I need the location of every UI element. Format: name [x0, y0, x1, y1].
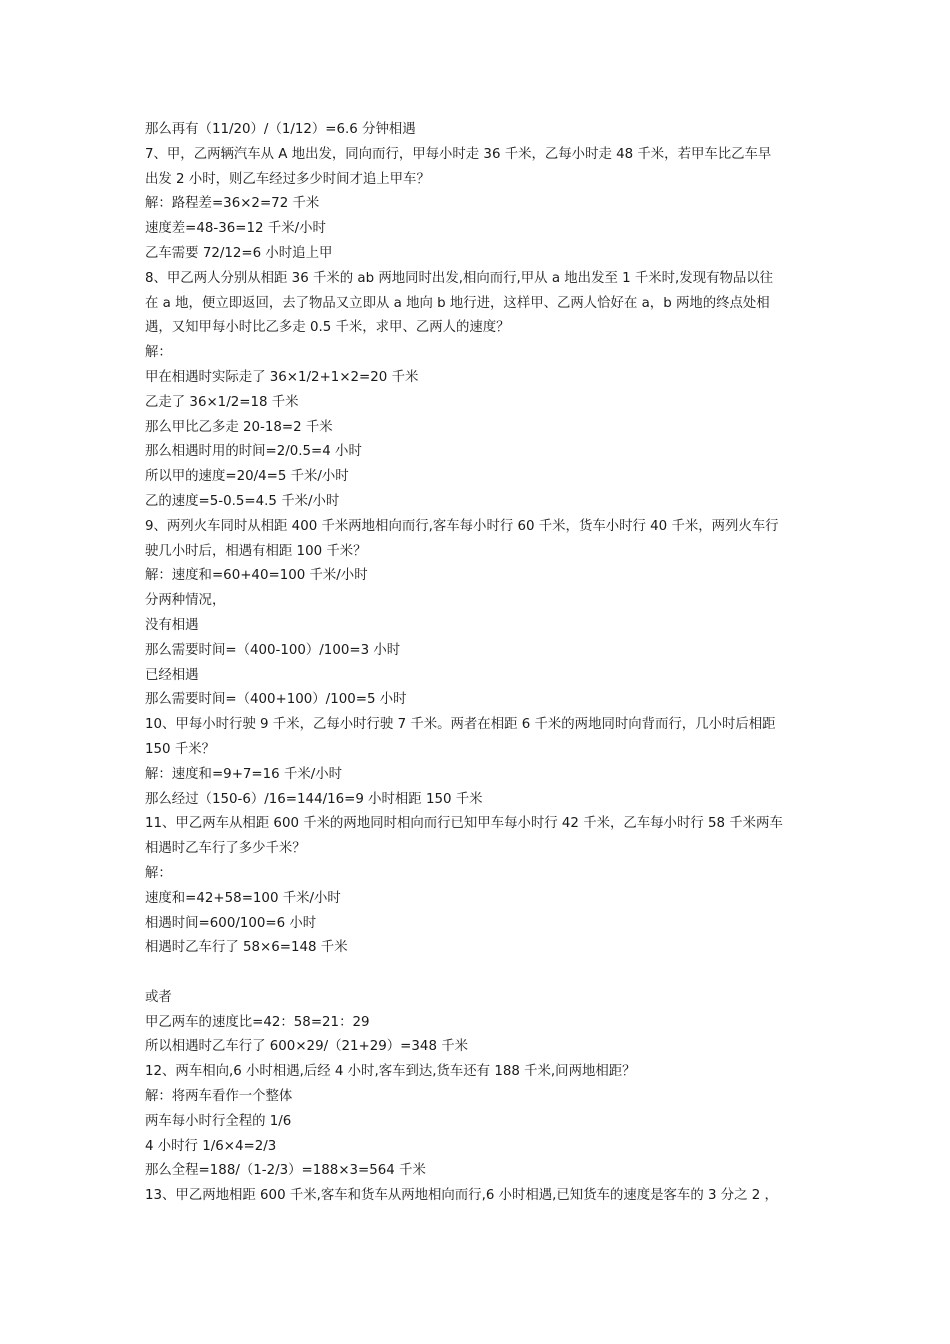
text-line: 甲在相遇时实际走了 36×1/2+1×2=20 千米: [145, 369, 419, 385]
problem-11-line-1: 11、甲乙两车从相距 600 千米的两地同时相向而行已知甲车每小时行 42 千米，乙车每小时行 58 千米两车: [145, 816, 783, 832]
problem-8-line-3: 遇，又知甲每小时比乙多走 0.5 千米，求甲、乙两人的速度？: [145, 320, 510, 336]
problem-8-line-1: 8、甲乙两人分别从相距 36 千米的 ab 两地同时出发,相向而行,甲从 a 地出发至 1 千米时,发现有物品以往: [145, 270, 774, 286]
text-line: 那么相遇时用的时间=2/0.5=4 小时: [145, 444, 362, 460]
text-line: 解：路程差=36×2=72 千米: [145, 196, 320, 212]
problem-11-line-2: 相遇时乙车行了多少千米？: [145, 841, 306, 857]
problem-7-line-1: 7、甲，乙两辆汽车从 A 地出发，同向而行，甲每小时走 36 千米，乙每小时走 48 千米，若甲车比乙车早: [145, 146, 772, 162]
problem-9-line-2: 驶几小时后，相遇有相距 100 千米？: [145, 543, 367, 559]
text-line: 两车每小时行全程的 1/6: [145, 1113, 292, 1129]
text-line: 解：将两车看作一个整体: [145, 1089, 293, 1105]
text-line: 那么需要时间=（400-100）/100=3 小时: [145, 642, 401, 658]
text-line: 速度差=48-36=12 千米/小时: [145, 221, 326, 237]
text-line: 解：: [145, 345, 172, 361]
text-line: 没有相遇: [145, 617, 199, 633]
text-line: 4 小时行 1/6×4=2/3: [145, 1138, 277, 1154]
text-line: 乙走了 36×1/2=18 千米: [145, 394, 299, 410]
blank-line: [145, 961, 810, 986]
text-line: 解：速度和=60+40=100 千米/小时: [145, 568, 368, 584]
text-line: 解：: [145, 865, 172, 881]
problem-10-line-2: 150 千米？: [145, 741, 215, 757]
problem-7-line-2: 出发 2 小时，则乙车经过多少时间才追上甲车？: [145, 171, 430, 187]
text-line: 那么经过（150-6）/16=144/16=9 小时相距 150 千米: [145, 791, 483, 807]
text-line: 或者: [145, 989, 172, 1005]
problem-10-line-1: 10、甲每小时行驶 9 千米，乙每小时行驶 7 千米。两者在相距 6 千米的两地同时向背而行，几小时后相距: [145, 717, 776, 733]
problem-13-line-1: 13、甲乙两地相距 600 千米,客车和货车从两地相向而行,6 小时相遇,已知货车的速度是客车的 3 分之 2 ，: [145, 1188, 778, 1204]
text-line: 乙车需要 72/12=6 小时追上甲: [145, 245, 333, 261]
text-line: 那么需要时间=（400+100）/100=5 小时: [145, 692, 407, 708]
text-line: 相遇时乙车行了 58×6=148 千米: [145, 940, 348, 956]
text-line: 甲乙两车的速度比=42：58=21：29: [145, 1014, 370, 1030]
text-line: 那么再有（11/20）/（1/12）=6.6 分钟相遇: [145, 122, 416, 137]
problem-9-line-1: 9、两列火车同时从相距 400 千米两地相向而行,客车每小时行 60 千米，货车小时行 40 千米，两列火车行: [145, 518, 779, 534]
problem-8-line-2: 在 a 地，便立即返回，去了物品又立即从 a 地向 b 地行进，这样甲、乙两人恰好在 a，b 两地的终点处相: [145, 295, 770, 311]
text-line: 相遇时间=600/100=6 小时: [145, 915, 317, 931]
text-line: 所以相遇时乙车行了 600×29/（21+29）=348 千米: [145, 1039, 468, 1055]
text-line: 所以甲的速度=20/4=5 千米/小时: [145, 469, 349, 485]
text-line: 乙的速度=5-0.5=4.5 千米/小时: [145, 493, 340, 509]
document-body: [145, 118, 810, 1209]
problem-12-line-1: 12、两车相向,6 小时相遇,后经 4 小时,客车到达,货车还有 188 千米,问两地相距？: [145, 1064, 636, 1080]
text-line: 那么全程=188/（1-2/3）=188×3=564 千米: [145, 1163, 426, 1179]
text-line: 已经相遇: [145, 667, 199, 683]
text-line: 那么甲比乙多走 20-18=2 千米: [145, 419, 333, 435]
text-line: 速度和=42+58=100 千米/小时: [145, 890, 341, 906]
text-line: 解：速度和=9+7=16 千米/小时: [145, 766, 343, 782]
text-line: 分两种情况，: [145, 593, 226, 609]
